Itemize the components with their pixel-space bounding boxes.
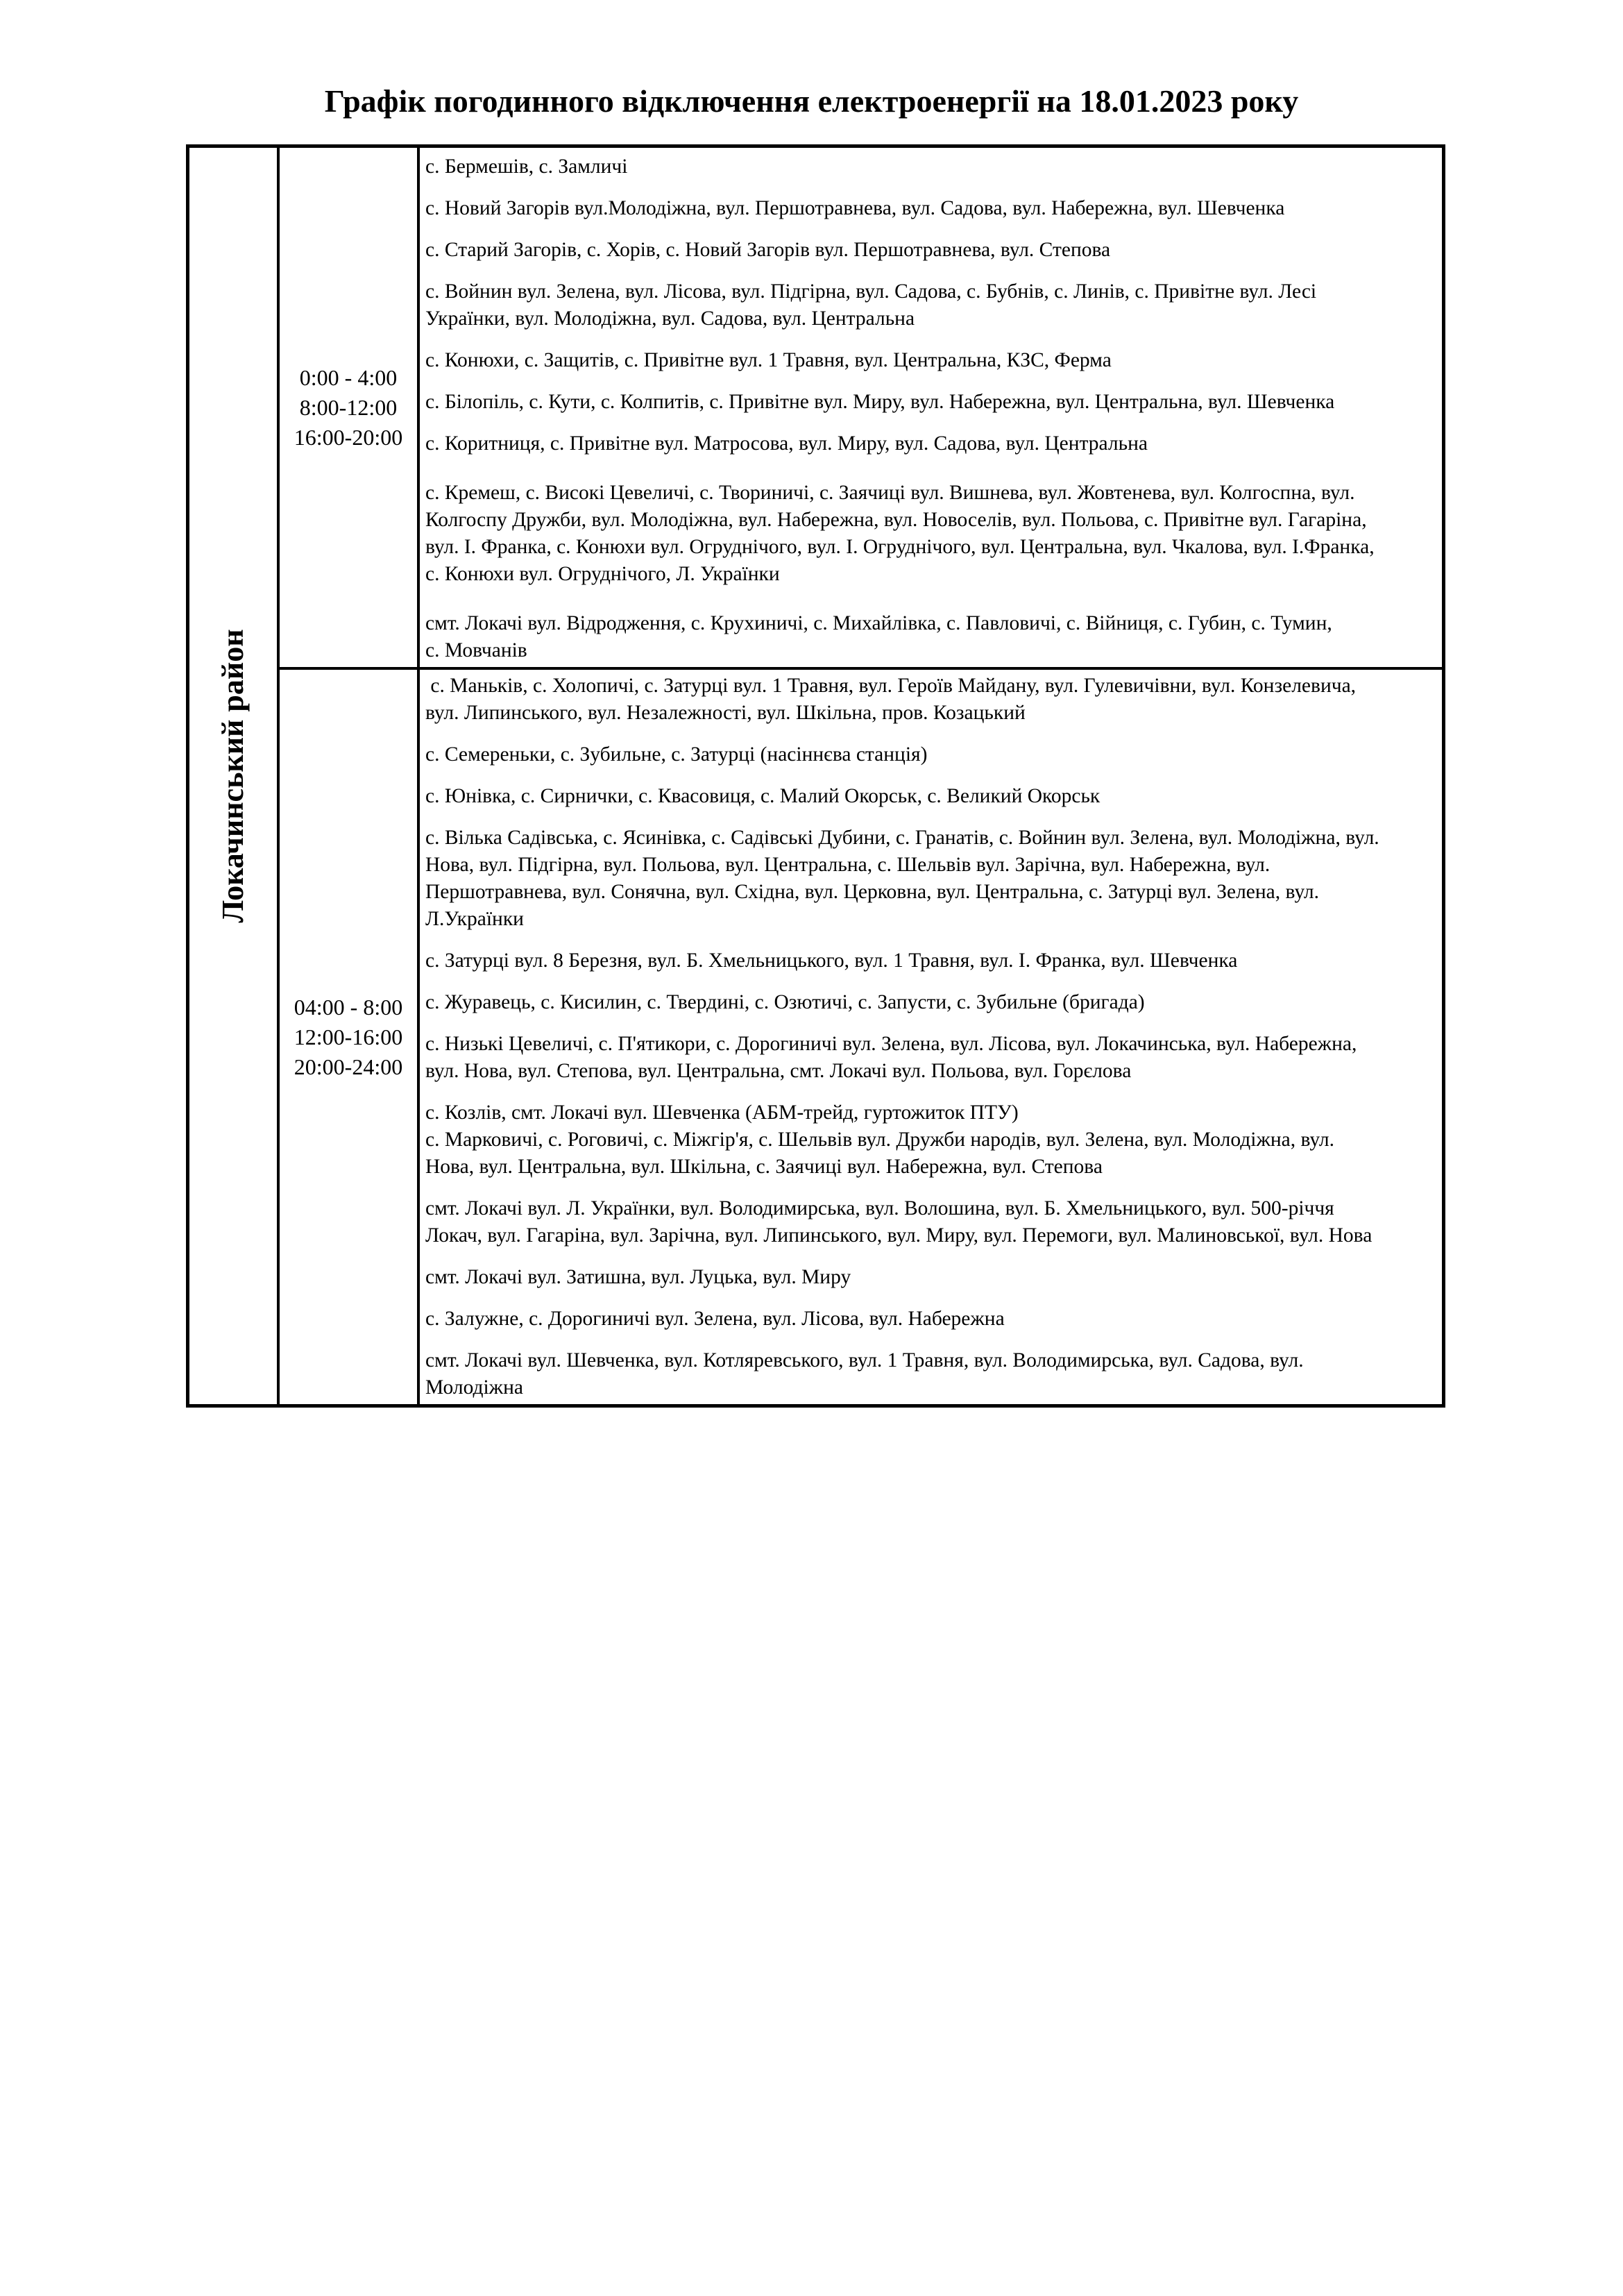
time-slot: 0:00 - 4:00 (299, 364, 398, 390)
location-entry (420, 1195, 1442, 1249)
time-slot: 04:00 - 8:00 (294, 994, 403, 1020)
location-line: с. Коритниця, с. Привітне вул. Матросова, вул. Миру, вул. Садова, вул. Центральна (425, 432, 1148, 455)
location-line: Нова, вул. Підгірна, вул. Польова, вул. Центральна, с. Шельвів вул. Зарічна, вул. Набережна, вул. (425, 854, 1271, 876)
schedule-group-1 (188, 146, 1444, 669)
location-line: с. Журавець, с. Кисилин, с. Твердині, с. Озютичі, с. Запусти, с. Зубильне (бригада) (425, 991, 1145, 1013)
location-entry (420, 1264, 1442, 1291)
location-entry (420, 347, 1442, 374)
location-line: с. Конюхи, с. Защитів, с. Привітне вул. 1 Травня, вул. Центральна, КЗС, Ферма (425, 349, 1112, 371)
location-line: с. Новий Загорів вул.Молодіжна, вул. Першотравнева, вул. Садова, вул. Набережна, вул. Шевченка (425, 197, 1285, 219)
location-line: с. Низькі Цевеличі, с. П'ятикори, с. Дорогиничі вул. Зелена, вул. Лісова, вул. Локачинська, вул. Набережна, (425, 1033, 1357, 1055)
location-line: Л.Українки (425, 908, 524, 930)
location-entry (420, 610, 1442, 664)
location-line: вул. Нова, вул. Степова, вул. Центральна, смт. Локачі вул. Польова, вул. Горєлова (425, 1060, 1132, 1082)
location-line: с. Войнин вул. Зелена, вул. Лісова, вул. Підгірна, вул. Садова, с. Бубнів, с. Линів, с. Привітне вул. Лесі (425, 280, 1317, 303)
location-entry (420, 989, 1442, 1016)
location-entry (420, 783, 1442, 810)
district-cell (188, 146, 279, 1406)
location-line: с. Мовчанів (425, 639, 527, 661)
location-entry (420, 1306, 1442, 1333)
location-line: с. Старий Загорів, с. Хорів, с. Новий Загорів вул. Першотравнева, вул. Степова (425, 239, 1111, 261)
location-entry (420, 741, 1442, 768)
location-line: с. Юнівка, с. Сирнички, с. Квасовиця, с. Малий Окорськ, с. Великий Окорськ (425, 785, 1101, 807)
locations-cell-1 (418, 146, 1444, 669)
location-line: Українки, вул. Молодіжна, вул. Садова, вул. Центральна (425, 307, 915, 330)
time-slot-cell-2 (278, 668, 418, 1406)
schedule-group-2 (188, 668, 1444, 1406)
location-entry (420, 673, 1442, 727)
location-line: с. Кремеш, с. Високі Цевеличі, с. Твориничі, с. Заячиці вул. Вишнева, вул. Жовтенева, вул. Колгоспна, вул. (425, 482, 1355, 504)
document-title: Графік погодинного відключення електроенергії на 18.01.2023 року (324, 83, 1299, 119)
location-entry (420, 430, 1442, 457)
time-slot: 8:00-12:00 (299, 394, 398, 420)
location-line: Молодіжна (425, 1376, 523, 1399)
location-entry (420, 153, 1442, 180)
location-line: с. Марковичі, с. Роговичі, с. Міжгір'я, с. Шельвів вул. Дружби народів, вул. Зелена, вул. Молодіжна, вул. (425, 1129, 1334, 1151)
location-line: с. Вілька Садівська, с. Ясинівка, с. Садівські Дубини, с. Гранатів, с. Войнин вул. Зелена, вул. Молодіжна, вул. (425, 827, 1379, 849)
location-line: с. Козлів, смт. Локачі вул. Шевченка (АБМ-трейд, гуртожиток ПТУ) (425, 1101, 1019, 1124)
location-entry (420, 480, 1442, 588)
location-line: Нова, вул. Центральна, вул. Шкільна, с. Заячиці вул. Набережна, вул. Степова (425, 1156, 1103, 1178)
location-entry (420, 947, 1442, 974)
location-entry (420, 1347, 1442, 1401)
location-entry (420, 278, 1442, 332)
location-line: вул. Липинського, вул. Незалежності, вул. Шкільна, пров. Козацький (425, 702, 1026, 724)
location-line: с. Семереньки, с. Зубильне, с. Затурці (насіннєва станція) (425, 743, 928, 766)
location-entry (420, 1031, 1442, 1085)
location-line: с. Конюхи вул. Огруднічого, Л. Українки (425, 563, 780, 585)
location-line: с. Затурці вул. 8 Березня, вул. Б. Хмельницького, вул. 1 Травня, вул. І. Франка, вул. Шевченка (425, 949, 1238, 972)
location-line: смт. Локачі вул. Л. Українки, вул. Володимирська, вул. Волошина, вул. Б. Хмельницького, вул. 500-річчя (425, 1197, 1334, 1219)
location-entry (420, 237, 1442, 264)
location-line: с. Білопіль, с. Кути, с. Колпитів, с. Привітне вул. Миру, вул. Набережна, вул. Центральна, вул. Шевченка (425, 391, 1335, 413)
location-line: Локач, вул. Гагаріна, вул. Зарічна, вул. Липинського, вул. Миру, вул. Перемоги, вул. Малиновської, вул. Нова (425, 1224, 1373, 1247)
location-line: вул. І. Франка, с. Конюхи вул. Огруднічого, вул. І. Огруднічого, вул. Центральна, вул. Чкалова, вул. І.Франка, (425, 536, 1375, 558)
location-entry (420, 389, 1442, 416)
time-slot: 20:00-24:00 (294, 1054, 403, 1079)
location-line: Колгоспу Дружби, вул. Молодіжна, вул. Набережна, вул. Новоселів, вул. Польова, с. Привітне вул. Гагаріна, (425, 509, 1367, 531)
time-slot: 12:00-16:00 (294, 1024, 403, 1049)
location-entry (420, 195, 1442, 222)
location-entry (420, 825, 1442, 933)
district-name: Локачинський район (216, 629, 250, 923)
locations-cell-2 (418, 668, 1444, 1406)
location-line: Першотравнева, вул. Сонячна, вул. Східна, вул. Церковна, вул. Центральна, с. Затурці вул. Зелена, вул. (425, 881, 1319, 903)
time-slot-cell-1 (278, 146, 418, 669)
location-entry (420, 1099, 1442, 1181)
location-line: смт. Локачі вул. Відродження, с. Крухиничі, с. Михайлівка, с. Павловичі, с. Війниця, с. Губин, с. Тумин, (425, 612, 1332, 634)
location-line: смт. Локачі вул. Затишна, вул. Луцька, вул. Миру (425, 1266, 851, 1288)
location-line: с. Залужне, с. Дорогиничі вул. Зелена, вул. Лісова, вул. Набережна (425, 1308, 1005, 1330)
location-line: с. Бермешів, с. Замличі (425, 155, 628, 178)
outage-schedule-table (186, 144, 1445, 1408)
location-line: с. Маньків, с. Холопичі, с. Затурці вул. 1 Травня, вул. Героїв Майдану, вул. Гулевичівни, вул. Конзелевича, (425, 675, 1357, 697)
time-slot: 16:00-20:00 (294, 424, 403, 450)
location-line: смт. Локачі вул. Шевченка, вул. Котляревського, вул. 1 Травня, вул. Володимирська, вул. Садова, вул. (425, 1349, 1304, 1371)
